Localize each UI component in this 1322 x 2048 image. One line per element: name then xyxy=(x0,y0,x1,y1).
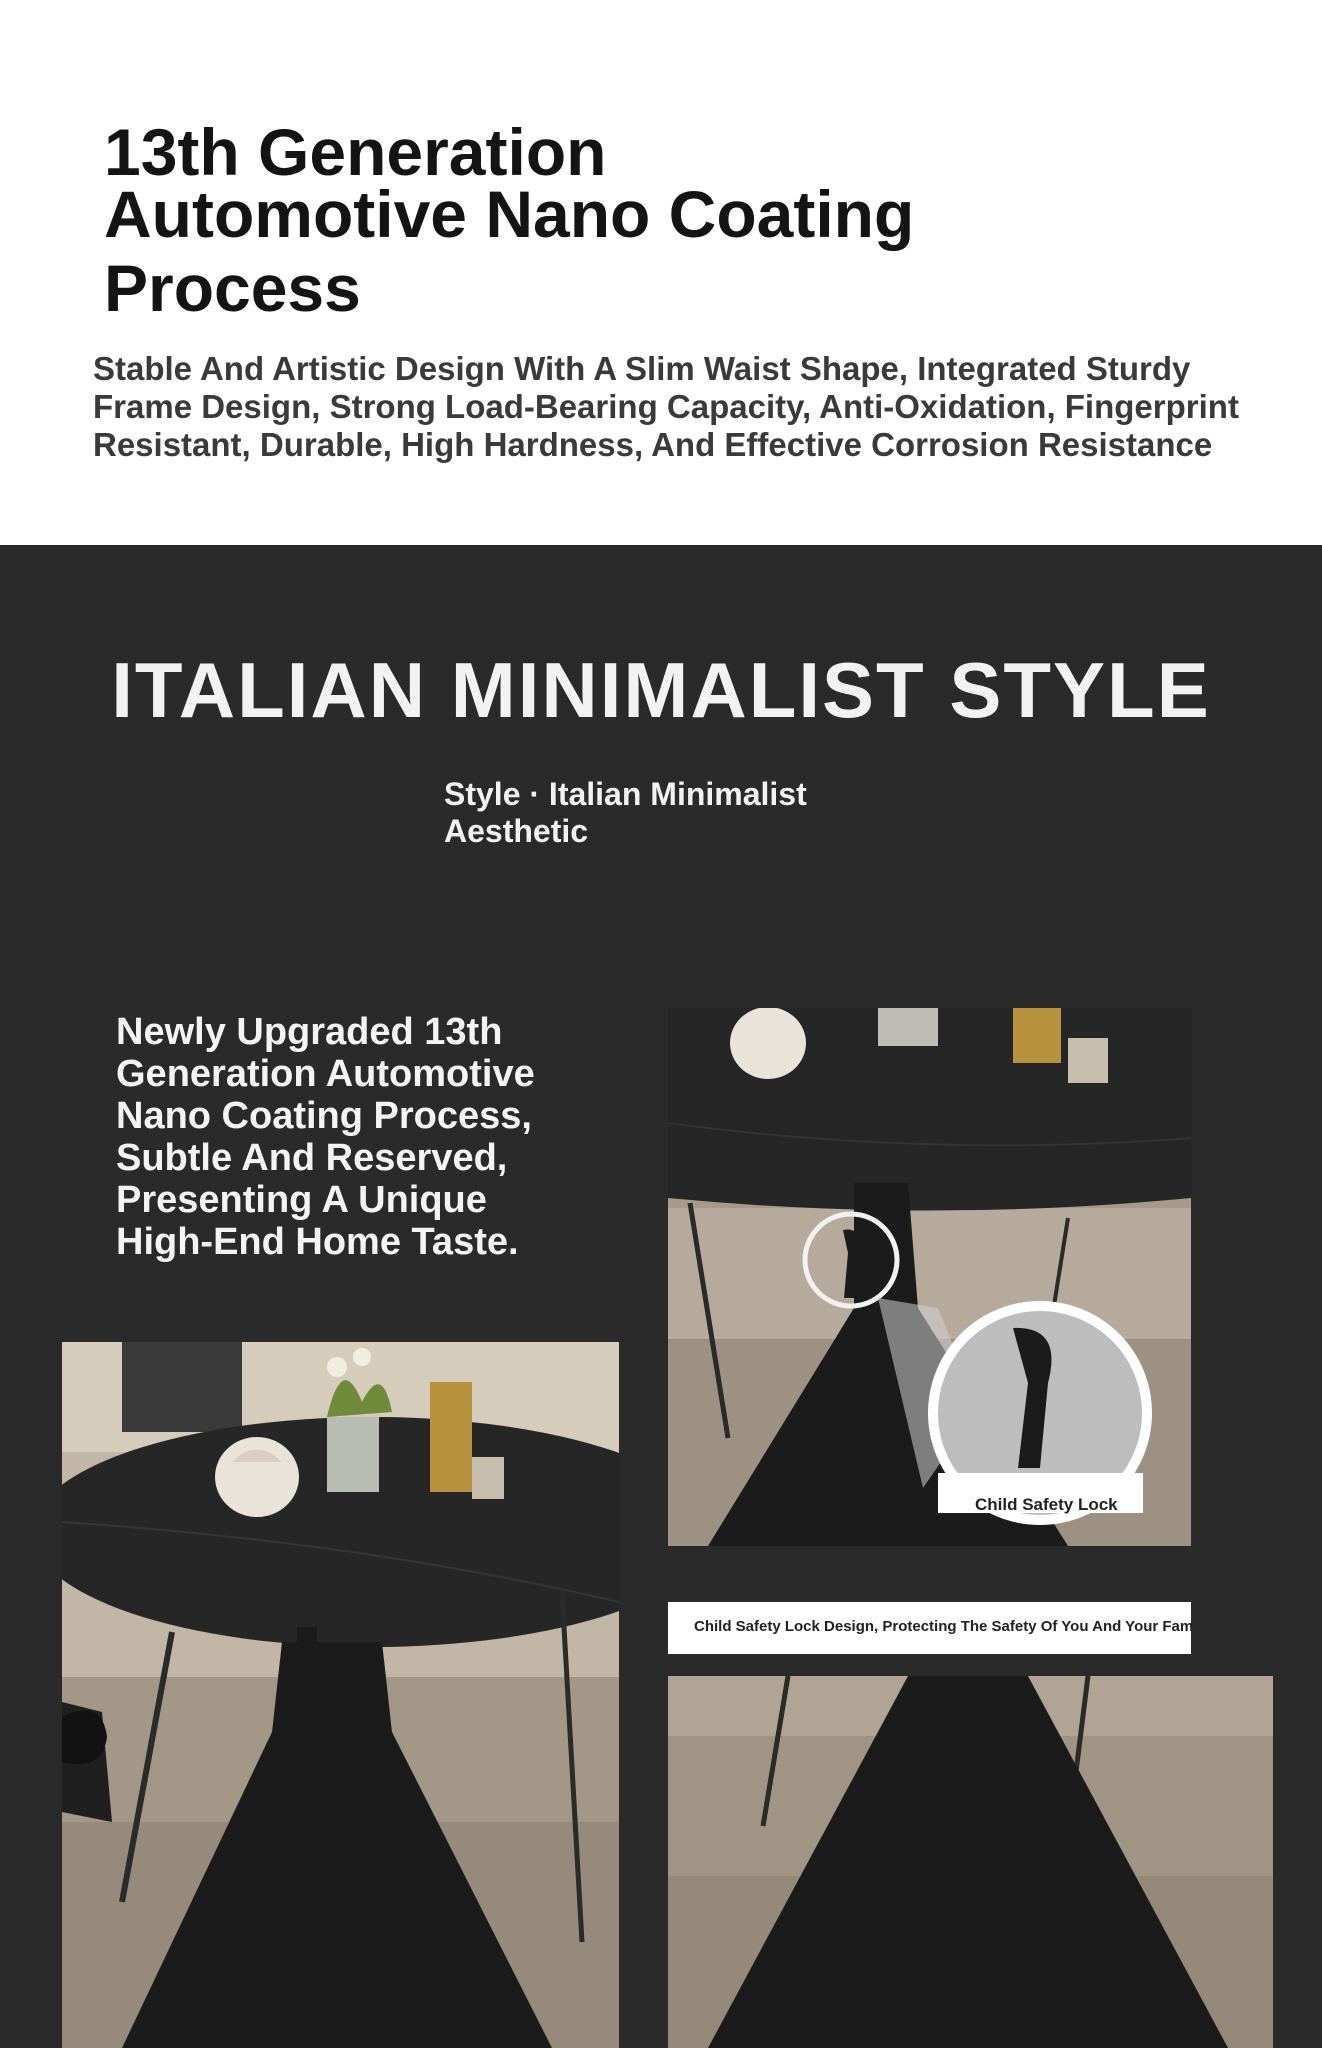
section-subheading xyxy=(444,776,924,850)
feature-line: Presenting A Unique xyxy=(116,1179,487,1221)
page-subtitle xyxy=(93,350,1293,464)
style-section xyxy=(0,545,1322,2048)
feature-line: Newly Upgraded 13th xyxy=(116,1011,503,1053)
subtitle-line: Resistant, Durable, High Hardness, And Effective Corrosion Resistance xyxy=(93,426,1213,463)
subheading-line: Aesthetic xyxy=(444,813,589,849)
child-safety-lock-label: Child Safety Lock xyxy=(975,1495,1118,1514)
feature-line: Nano Coating Process, xyxy=(116,1095,532,1137)
feature-line: High-End Home Taste. xyxy=(116,1221,519,1263)
section-heading: ITALIAN MINIMALIST STYLE xyxy=(111,646,1211,734)
title-line: Automotive Nano Coating xyxy=(104,177,915,251)
base-closeup-photo xyxy=(668,1676,1273,2048)
subtitle-line: Stable And Artistic Design With A Slim Waist Shape, Integrated Sturdy xyxy=(93,350,1191,387)
table-photo xyxy=(62,1342,619,2048)
feature-line: Generation Automotive xyxy=(116,1053,535,1095)
lock-caption-bar xyxy=(668,1602,1194,1654)
lock-caption: Child Safety Lock Design, Protecting The Safety Of You And Your Fam xyxy=(694,1618,1194,1635)
subtitle-line: Frame Design, Strong Load-Bearing Capacity, Anti-Oxidation, Fingerprint xyxy=(93,388,1239,425)
feature-description xyxy=(116,1011,586,1263)
page-title xyxy=(104,115,1004,325)
feature-line: Subtle And Reserved, xyxy=(116,1137,508,1179)
subheading-line: Style · Italian Minimalist xyxy=(444,776,807,812)
title-line: 13th Generation xyxy=(104,115,607,189)
header-section xyxy=(0,0,1322,545)
safety-lock-photo xyxy=(668,1008,1191,1546)
title-line: Process xyxy=(104,251,361,325)
